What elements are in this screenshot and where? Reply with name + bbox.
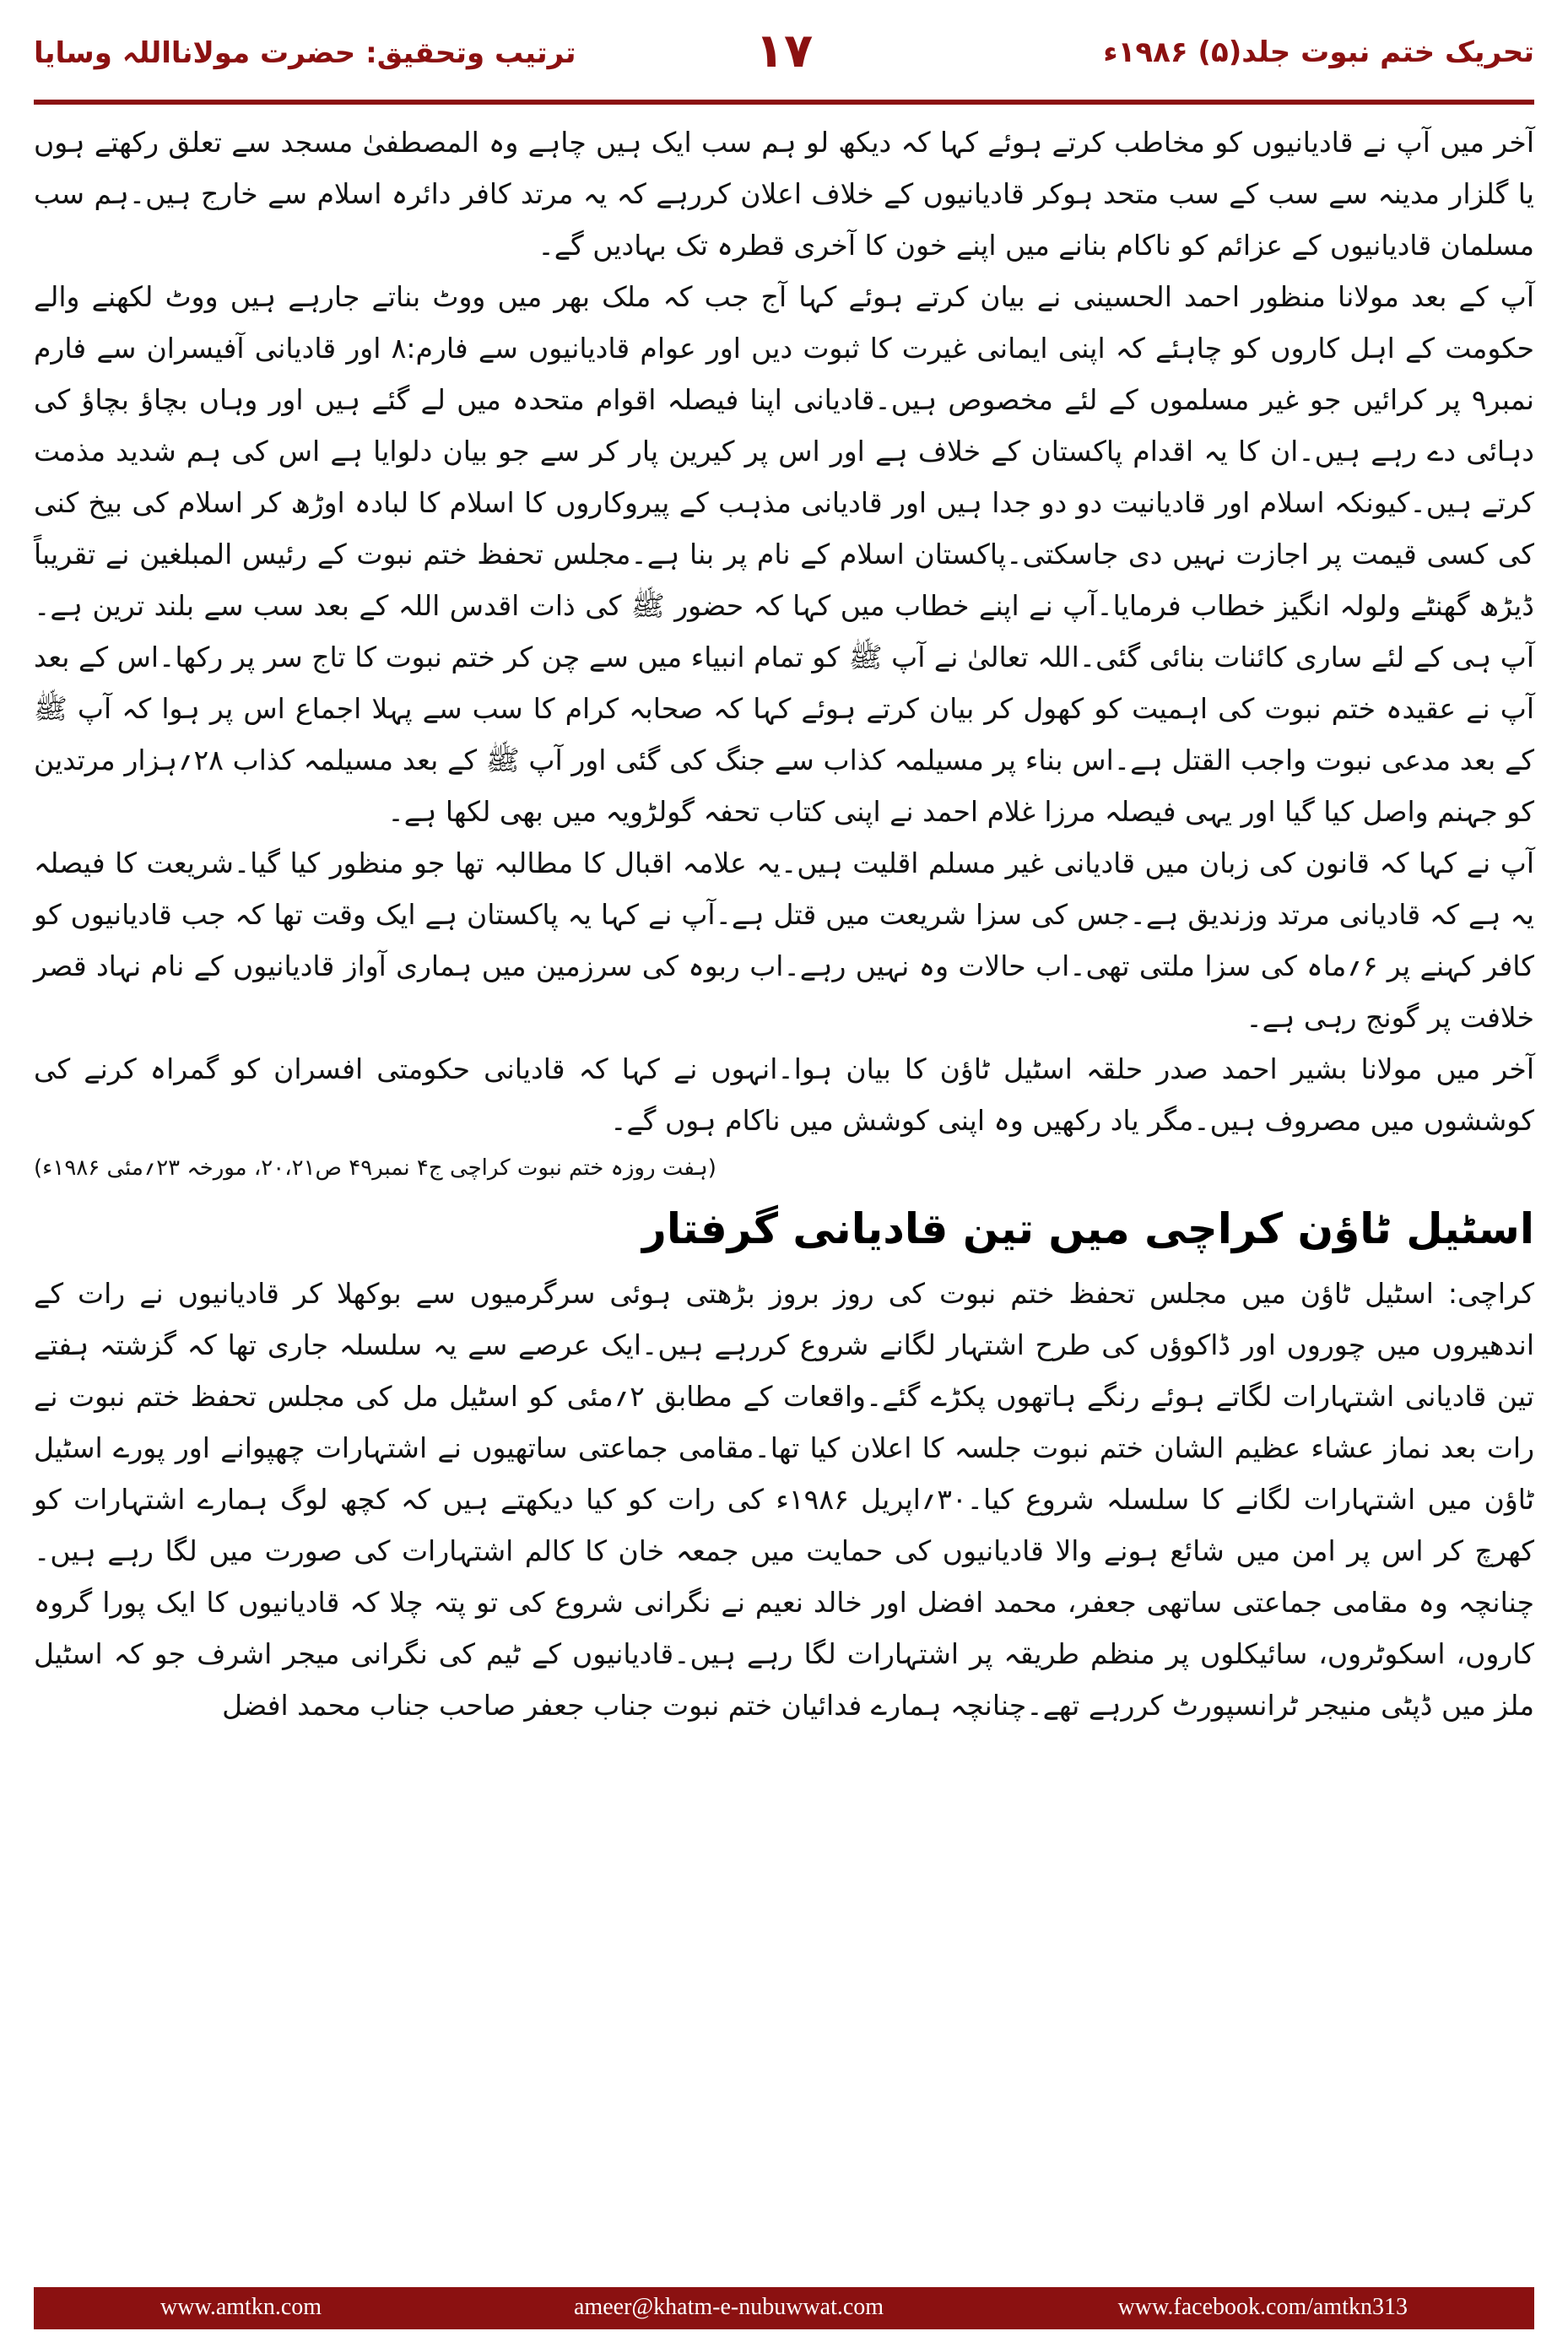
paragraph: آخر میں آپ نے قادیانیوں کو مخاطب کرتے ہوئے کہا کہ دیکھ لو ہم سب ایک ہیں چاہے وہ المصطفیٰ مسجد سے تعلق رکھتے ہوں یا گلزار مدینہ سے سب کے سب متحد ہوکر قادیانیوں کے خلاف اعلان کررہے کہ یہ مرتد کافر دائرہ اسلام سے خارج ہیں۔ہم سب مسلمان قادیانیوں کے عزائم کو ناکام بنانے میں اپنے خون کا آخری قطرہ تک بہادیں گے۔ [34, 126, 1534, 262]
source-citation: (ہفت روزہ ختم نبوت کراچی ج۴ نمبر۴۹ ص۲۰،۲۱، مورخہ ۲۳؍مئی ۱۹۸۶ء) [34, 1155, 716, 1181]
website-link[interactable]: www.amtkn.com [160, 2294, 322, 2320]
paragraph: آپ نے کہا کہ قانون کی زبان میں قادیانی غیر مسلم اقلیت ہیں۔یہ علامہ اقبال کا مطالبہ تھا جو منظور کیا گیا۔شریعت کا فیصلہ یہ ہے کہ قادیانی مرتد وزندیق ہے۔جس کی سزا شریعت میں قتل ہے۔آپ نے کہا یہ پاکستان ہے ایک وقت تھا کہ جب قادیانیوں کو کافر کہنے پر ۶؍ماہ کی سزا ملتی تھی۔اب حالات وہ نہیں رہے۔اب ربوہ کی سرزمین میں ہماری آواز قادیانیوں کے نام نہاد قصر خلافت پر گونج رہی ہے۔ [34, 846, 1535, 1034]
page-number: ۱۷ [754, 24, 814, 78]
paragraph: آپ کے بعد مولانا منظور احمد الحسینی نے بیان کرتے ہوئے کہا آج جب کہ ملک بھر میں ووٹ بناتے جارہے ہیں ووٹ لکھنے والے حکومت کے اہل کاروں کو چاہئے کہ اپنی ایمانی غیرت کا ثبوت دیں اور عوام قادیانیوں سے فارم:۸ اور قادیانی آفیسران سے فارم نمبر۹ پر کرائیں جو غیر مسلموں کے لئے مخصوص ہیں۔قادیانی اپنا فیصلہ اقوام متحدہ میں لے گئے ہیں اور وہاں بچاؤ بچاؤ کی دہائی دے رہے ہیں۔ان کا یہ اقدام پاکستان کے خلاف ہے اور اس پر کیرین پار کر سے جو بیان دلوایا ہے اس کی ہم شدید مذمت کرتے ہیں۔کیونکہ اسلام اور قادیانیت دو دو جدا ہیں اور قادیانی مذہب کے پیروکاروں کا اسلام کا لبادہ اوڑھ کر اسلام کی بیخ کنی کی کسی قیمت پر اجازت نہیں دی جاسکتی۔پاکستان اسلام کے نام پر بنا ہے۔مجلس تحفظ ختم نبوت کے رئیس المبلغین نے تقریباً ڈیڑھ گھنٹے ولولہ انگیز خطاب فرمایا۔آپ نے اپنے خطاب میں کہا کہ حضور ﷺ کی ذات اقدس اللہ کے بعد سب سے بلند ترین ہے۔آپ ہی کے لئے ساری کائنات بنائی گئی۔اللہ تعالیٰ نے آپ ﷺ کو تمام انبیاء میں سے چن کر ختم نبوت کا تاج سر پر رکھا۔اس کے بعد آپ نے عقیدہ ختم نبوت کی اہمیت کو کھول کر بیان کرتے ہوئے کہا کہ صحابہ کرام کا سب سے پہلا اجماع اس پر ہوا کہ آپ ﷺ کے بعد مدعی نبوت واجب القتل ہے۔اس بناء پر مسیلمہ کذاب سے جنگ کی گئی اور آپ ﷺ کے بعد مسیلمہ کذاب ۲۸؍ہزار مرتدین کو جہنم واصل کیا گیا اور یہی فیصلہ مرزا غلام احمد نے اپنی کتاب تحفہ گولڑویہ میں بھی لکھا ہے۔ [34, 280, 1534, 828]
paragraph: آخر میں مولانا بشیر احمد صدر حلقہ اسٹیل ٹاؤن کا بیان ہوا۔انہوں نے کہا کہ قادیانی حکومتی افسران کو گمراہ کرنے کی کوششوں میں مصروف ہیں۔مگر یاد رکھیں وہ اپنی کوشش میں ناکام ہوں گے۔ [34, 1052, 1534, 1137]
facebook-link[interactable]: www.facebook.com/amtkn313 [1117, 2294, 1408, 2320]
section-heading: اسٹیل ٹاؤن کراچی میں تین قادیانی گرفتار [642, 1204, 1534, 1253]
compiler-credit: ترتیب وتحقیق: حضرت مولانااللہ وسایا [34, 36, 576, 70]
book-title: تحریک ختم نبوت جلد(۵) ۱۹۸۶ء [1103, 35, 1534, 69]
paragraph: کراچی: اسٹیل ٹاؤن میں مجلس تحفظ ختم نبوت کی روز بروز بڑھتی ہوئی سرگرمیوں سے بوکھلا کر قادیانیوں نے رات کے اندھیروں میں چوروں اور ڈاکوؤں کی طرح اشتہار لگانے شروع کررہے ہیں۔ایک عرصے سے یہ سلسلہ جاری تھا کہ گزشتہ ہفتے تین قادیانی اشتہارات لگاتے ہوئے رنگے ہاتھوں پکڑے گئے۔واقعات کے مطابق ۲؍مئی کو اسٹیل مل کی مجلس تحفظ ختم نبوت نے رات بعد نماز عشاء عظیم الشان ختم نبوت جلسہ کا اعلان کیا تھا۔مقامی جماعتی ساتھیوں نے اشتہارات چھپوانے اور پورے اسٹیل ٹاؤن میں اشتہارات لگانے کا سلسلہ شروع کیا۔۳۰؍اپریل ۱۹۸۶ء کی رات کو کیا دیکھتے ہیں کہ کچھ لوگ ہمارے اشتہارات کو کھرچ کر اس پر امن میں شائع ہونے والا قادیانیوں کی حمایت میں جمعہ خان کا کالم اشتہارات کی صورت میں لگا رہے ہیں۔چنانچہ وہ مقامی جماعتی ساتھی جعفر، محمد افضل اور خالد نعیم نے نگرانی شروع کی تو پتہ چلا کہ قادیانیوں کا ایک پورا گروہ کاروں، اسکوٹروں، سائیکلوں پر منظم طریقہ پر اشتہارات لگا رہے ہیں۔قادیانیوں کے ٹیم کی نگرانی میجر اشرف جو کہ اسٹیل ملز میں ڈپٹی منیجر ٹرانسپورٹ کررہے تھے۔چنانچہ ہمارے فدائیان ختم نبوت جناب جعفر صاحب جناب محمد افضل [34, 1277, 1535, 1722]
page-footer [34, 2287, 1534, 2329]
page-body [34, 116, 1534, 1731]
page-header [34, 24, 1534, 91]
header-divider [34, 100, 1534, 105]
email-link[interactable]: ameer@khatm-e-nubuwwat.com [574, 2294, 884, 2320]
